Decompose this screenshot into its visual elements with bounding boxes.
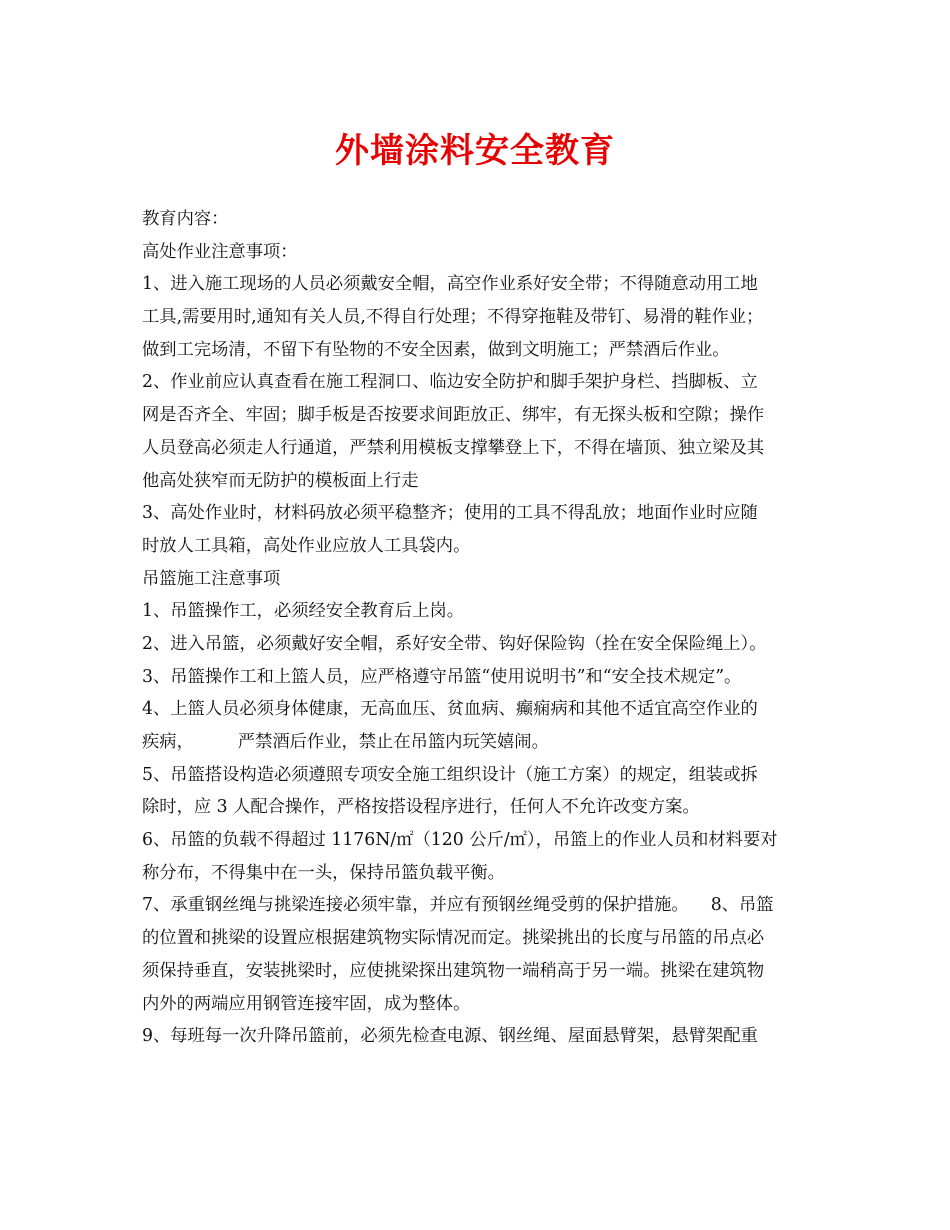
paragraph-line: 他高处狭窄而无防护的模板面上行走 — [142, 470, 419, 491]
paragraph-line: 的位置和挑梁的设置应根据建筑物实际情况而定。挑梁挑出的长度与吊篮的吊点必 — [142, 928, 765, 949]
paragraph-line: 除时，应 3 人配合操作，严格按搭设程序进行，任何人不允许改变方案。 — [142, 797, 700, 818]
paragraph-line: 疾病， 严禁酒后作业，禁止在吊篮内玩笑嬉闹。 — [142, 732, 549, 752]
paragraph-line: 内外的两端应用钢管连接牢固，成为整体。 — [142, 993, 471, 1014]
document-body — [142, 203, 814, 1053]
document-title: 外墙涂料安全教育 — [335, 131, 615, 171]
paragraph-line: 做到工完场清，不留下有坠物的不安全因素，做到文明施工；严禁酒后作业。 — [142, 339, 730, 360]
paragraph-line: 吊篮施工注意事项 — [142, 568, 281, 589]
paragraph-line: 3、高处作业时，材料码放必须平稳整齐；使用的工具不得乱放；地面作业时应随 — [142, 503, 758, 524]
paragraph-line: 2、作业前应认真查看在施工程洞口、临边安全防护和脚手架护身栏、挡脚板、立 — [142, 372, 758, 393]
paragraph-line: 人员登高必须走人行通道，严禁利用模板支撑攀登上下，不得在墙顶、独立梁及其 — [142, 437, 765, 458]
paragraph-line: 须保持垂直，安装挑梁时，应使挑梁探出建筑物一端稍高于另一端。挑梁在建筑物 — [142, 960, 765, 981]
paragraph-line: 高处作业注意事项： — [142, 241, 298, 262]
paragraph-line: 称分布，不得集中在一头，保持吊篮负载平衡。 — [142, 862, 505, 883]
paragraph-line: 6、吊篮的负载不得超过 1176N/㎡（120 公斤/㎡），吊篮上的作业人员和材料要对 — [142, 830, 778, 851]
paragraph-line: 教育内容： — [142, 209, 229, 229]
paragraph-line: 9、每班每一次升降吊篮前，必须先检查电源、钢丝绳、屋面悬臂架，悬臂架配重 — [142, 1026, 758, 1047]
paragraph-line: 7、承重钢丝绳与挑梁连接必须牢靠，并应有预钢丝绳受剪的保护措施。 8、吊篮 — [142, 895, 774, 916]
paragraph-line: 网是否齐全、牢固；脚手板是否按要求间距放正、绑牢，有无探头板和空隙；操作 — [142, 405, 765, 426]
paragraph-line: 1、进入施工现场的人员必须戴安全帽，高空作业系好安全带；不得随意动用工地 — [142, 274, 758, 295]
paragraph-line: 1、吊篮操作工，必须经安全教育后上岗。 — [142, 601, 465, 622]
paragraph-line: 2、进入吊篮，必须戴好安全帽，系好安全带、钩好保险钩（拴在安全保险绳上）。 — [142, 633, 767, 654]
paragraph-line: 4、上篮人员必须身体健康，无高血压、贫血病、癫痫病和其他不适宜高空作业的 — [142, 699, 758, 720]
paragraph-line: 3、吊篮操作工和上篮人员，应严格遵守吊篮“使用说明书”和“安全技术规定”。 — [142, 666, 742, 687]
paragraph-line: 时放人工具箱，高处作业应放人工具袋内。 — [142, 535, 471, 556]
paragraph-line: 5、吊篮搭设构造必须遵照专项安全施工组织设计（施工方案）的规定，组装或拆 — [142, 764, 758, 785]
paragraph-line: 工具,需要用时,通知有关人员,不得自行处理；不得穿拖鞋及带钉、易滑的鞋作业； — [142, 307, 764, 328]
